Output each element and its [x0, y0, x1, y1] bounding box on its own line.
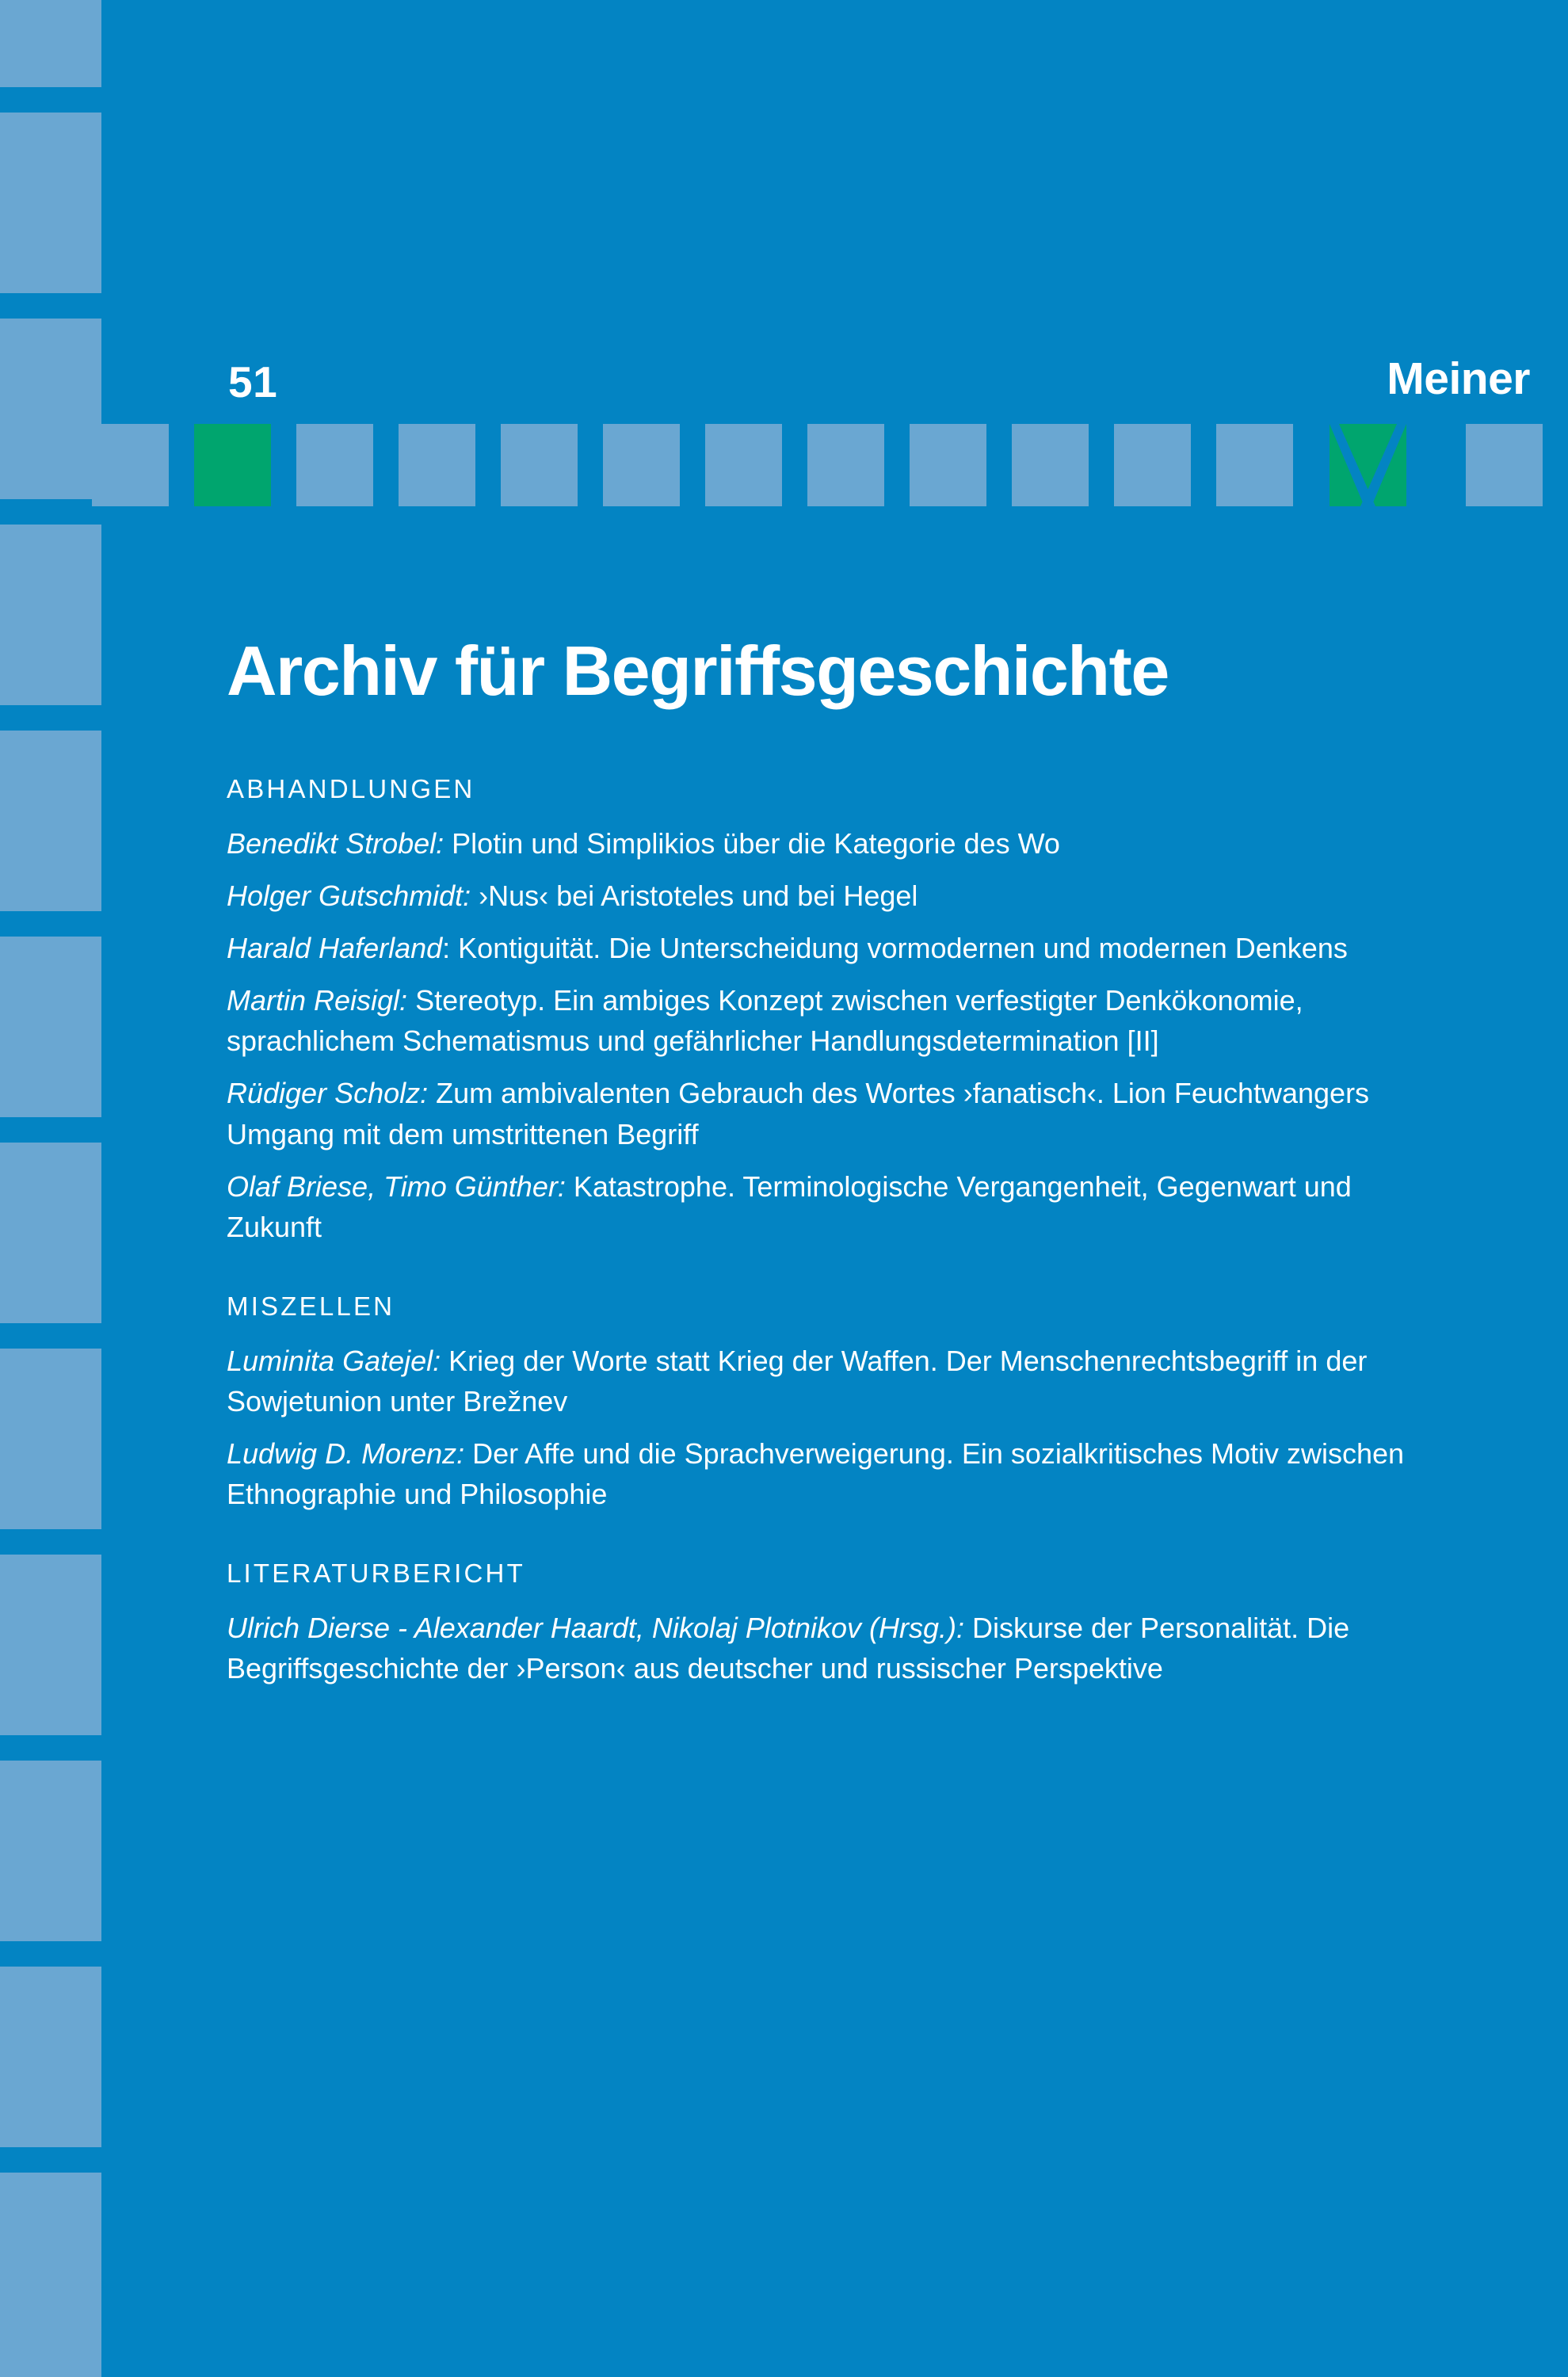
entry-title: ›Nus‹ bei Aristoteles und bei Hegel	[471, 879, 918, 912]
decorative-square	[0, 1349, 101, 1529]
section-heading: LITERATURBERICHT	[227, 1559, 525, 1589]
contents-entry	[227, 1073, 1447, 1154]
contents-entry	[227, 1341, 1447, 1421]
volume-number: 51	[228, 357, 278, 406]
contents-section	[227, 1290, 1447, 1514]
decorative-square	[0, 0, 101, 87]
entry-title: : Kontiguität. Die Unterscheidung vormodernen und modernen Denkens	[442, 932, 1348, 965]
contents-section	[227, 1557, 1447, 1688]
decorative-square	[705, 424, 782, 506]
entry-title: Zum ambivalenten Gebrauch des Wortes ›fanatisch‹. Lion Feuchtwangers Umgang mit dem umstrittenen Begriff	[227, 1077, 1370, 1150]
publisher-imprint: Meiner	[1387, 353, 1530, 404]
decorative-square	[0, 1761, 101, 1941]
left-square-column	[0, 0, 101, 2377]
entry-author: Rüdiger Scholz:	[227, 1077, 429, 1110]
entry-author: Benedikt Strobel:	[227, 826, 444, 860]
page-title: Archiv für Begriffsgeschichte	[227, 631, 1169, 710]
entry-title: Der Affe und die Sprachverweigerung. Ein sozialkritisches Motiv zwischen Ethnographie und Philosophie	[227, 1437, 1405, 1511]
entry-title: Stereotyp. Ein ambiges Konzept zwischen verfestigter Denkökonomie, sprachlichem Schematismus und gefährlicher Handlungsdetermination [II]	[227, 984, 1303, 1058]
entry-author: Martin Reisigl:	[227, 984, 408, 1017]
section-heading: ABHANDLUNGEN	[227, 774, 475, 803]
entry-title: Diskurse der Personalität. Die Begriffsgeschichte der ›Person‹ aus deutscher und russischer Perspektive	[227, 1612, 1350, 1685]
decorative-square	[0, 525, 101, 705]
decorative-square	[0, 937, 101, 1117]
entry-author: Holger Gutschmidt:	[227, 879, 471, 912]
entry-author: Ludwig D. Morenz:	[227, 1437, 465, 1470]
decorative-square	[1012, 424, 1089, 506]
entry-author: Luminita Gatejel:	[227, 1344, 441, 1377]
decorative-square	[399, 424, 475, 506]
decorative-square	[910, 424, 986, 506]
decorative-square	[1216, 424, 1293, 506]
contents-entry	[227, 928, 1447, 968]
entry-author: Olaf Briese, Timo Günther:	[227, 1169, 566, 1203]
decorative-square	[807, 424, 884, 506]
decorative-square	[296, 424, 373, 506]
decorative-square	[92, 424, 169, 506]
decorative-square	[603, 424, 680, 506]
table-of-contents	[227, 773, 1447, 1688]
contents-entry	[227, 823, 1447, 864]
contents-entry	[227, 1433, 1447, 1514]
accent-square	[194, 424, 271, 506]
contents-entry	[227, 1166, 1447, 1247]
decorative-square	[0, 1143, 101, 1323]
entry-author: Ulrich Dierse - Alexander Haardt, Nikolaj Plotnikov (Hrsg.):	[227, 1612, 964, 1645]
decorative-square	[0, 2173, 101, 2377]
contents-entry	[227, 1608, 1447, 1688]
entry-title: Plotin und Simplikios über die Kategorie des Wo	[444, 826, 1060, 860]
square-band	[0, 424, 1568, 506]
decorative-square	[0, 1555, 101, 1735]
entry-title: Katastrophe. Terminologische Vergangenheit, Gegenwart und Zukunft	[227, 1169, 1352, 1243]
decorative-square	[0, 731, 101, 911]
entry-author: Harald Haferland	[227, 932, 443, 965]
contents-entry	[227, 980, 1447, 1061]
decorative-square	[1466, 424, 1543, 506]
decorative-square	[1114, 424, 1191, 506]
decorative-square	[501, 424, 578, 506]
meiner-m-logo-icon	[1330, 424, 1406, 506]
contents-entry	[227, 876, 1447, 916]
decorative-square	[0, 113, 101, 293]
contents-section	[227, 773, 1447, 1247]
decorative-square	[0, 1967, 101, 2147]
section-heading: MISZELLEN	[227, 1291, 395, 1321]
entry-title: Krieg der Worte statt Krieg der Waffen. Der Menschenrechtsbegriff in der Sowjetunion unter Brežnev	[227, 1344, 1368, 1417]
